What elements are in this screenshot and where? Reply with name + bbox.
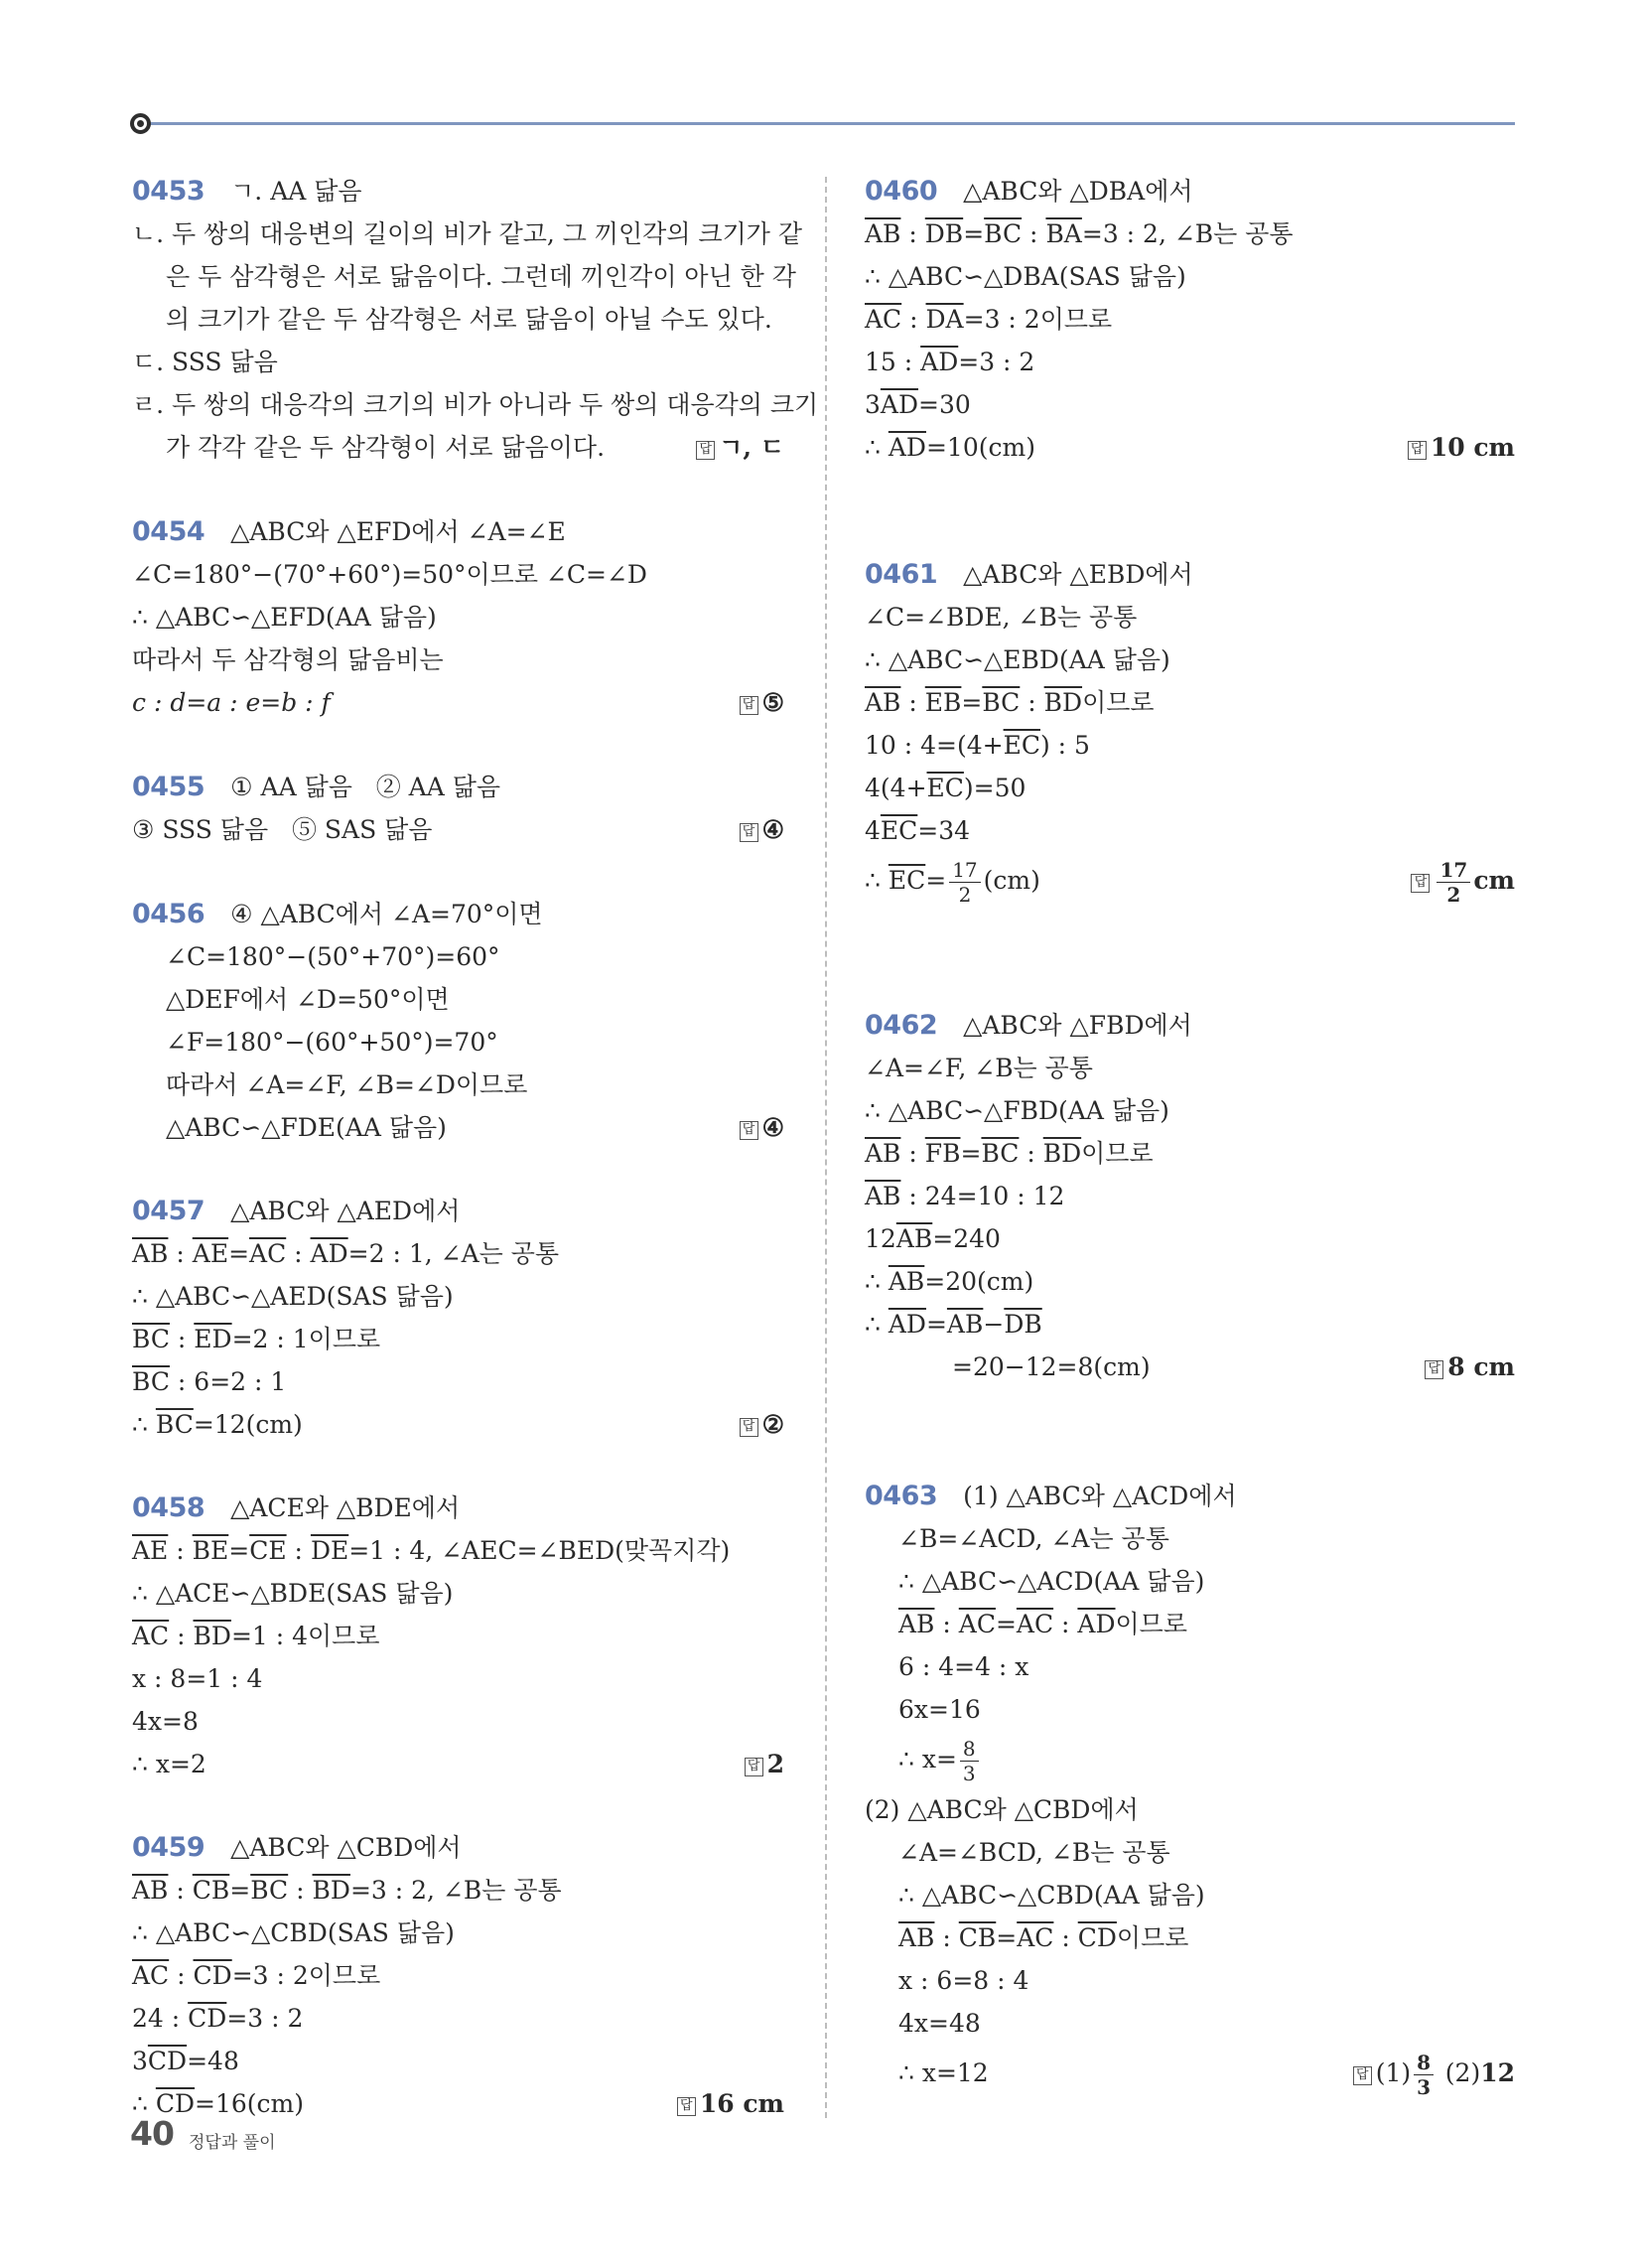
answer-value: ㄱ, ㄷ — [719, 433, 784, 462]
solution-line: $3\overline{CD}=48$ — [132, 2047, 239, 2075]
problem-number: 0462 — [865, 1010, 938, 1041]
answer — [740, 1403, 784, 1446]
solution-line: 가 각각 같은 두 삼각형이 서로 닮음이다. — [166, 433, 606, 462]
solution-line: ∴ x=2 — [132, 1750, 206, 1778]
solution-line: ∴ x=12 — [898, 2058, 989, 2087]
solution-line: 10 : $4=(4+\overline{EC})$ : 5 — [865, 731, 1090, 760]
solution-line: $\overline{AB}$ : $\overline{CB}=\overline{BC}$ : $\overline{BD}=3$ : 2, ∠B는 공통 — [132, 1876, 562, 1905]
solution-line: 의 크기가 같은 두 삼각형은 서로 닮음이 아닐 수도 있다. — [166, 305, 772, 334]
problem-number: 0453 — [132, 176, 205, 207]
solution-line: ∴ △ACE∽△BDE(SAS 닮음) — [132, 1579, 454, 1608]
solution-line: 따라서 두 삼각형의 닮음비는 — [132, 645, 444, 674]
top-rule — [145, 122, 1515, 125]
column-divider — [825, 177, 827, 2118]
answer-value: 8 cm — [1447, 1352, 1515, 1381]
solution-line: 6x=16 — [898, 1695, 981, 1724]
problem-number: 0457 — [132, 1196, 205, 1226]
solution-line: △ABC∽△FDE(AA 닮음) — [166, 1113, 447, 1142]
solution-line: $12\overline{AB}=240$ — [865, 1224, 1001, 1253]
answer — [1408, 426, 1515, 469]
solution-line: 따라서 ∠A=∠F, ∠B=∠D이므로 — [166, 1070, 528, 1099]
problem-0463 — [865, 1475, 1515, 2102]
problem-number: 0460 — [865, 176, 938, 207]
problem-number: 0461 — [865, 559, 938, 590]
problem-0459 — [132, 1826, 784, 2125]
answer — [740, 808, 784, 851]
solution-line: x : 8=1 : 4 — [132, 1664, 263, 1693]
solution-line: (2) △ABC와 △CBD에서 — [865, 1795, 1139, 1824]
answer-value: ④ — [761, 1113, 784, 1142]
answer-mark-icon: 답 — [745, 1758, 763, 1776]
solution-line: 은 두 삼각형은 서로 닮음이다. 그런데 끼인각이 아닌 한 각 — [166, 262, 796, 291]
problem-0461 — [865, 553, 1515, 910]
solution-line: $\overline{AC}$ : $\overline{DA}=3$ : 2이므로 — [865, 305, 1113, 334]
solution-line: ∴ △ABC∽△FBD(AA 닮음) — [865, 1096, 1169, 1125]
problem-number: 0455 — [132, 772, 205, 802]
answer: 답 (1) $\frac{8}{3}$ (2)12 — [1353, 2045, 1515, 2102]
fraction: $\frac{8}{3}$ — [960, 1739, 979, 1783]
solution-line: ∴ △ABC∽△EFD(AA 닮음) — [132, 603, 437, 632]
answer-mark-icon: 답 — [1425, 1360, 1443, 1379]
answer-mark-icon: 답 — [1408, 441, 1427, 460]
solution-line: 15 : $\overline{AD}=3$ : 2 — [865, 348, 1035, 376]
solution-line: c : d=a : e=b : f — [132, 688, 331, 717]
solution-line: ㄱ. AA 닮음 — [230, 177, 362, 206]
answer-mark-icon: 답 — [740, 1418, 758, 1437]
solution-line: ∴ △ABC∽△DBA(SAS 닮음) — [865, 262, 1186, 291]
solution-line: ∴ $\overline{AD}=\overline{AB}-\overline{DB}$ — [865, 1310, 1042, 1339]
answer-value: ④ — [761, 815, 784, 844]
page-number: 40 — [130, 2114, 174, 2153]
answer-value: cm — [1473, 866, 1515, 895]
problem-0456 — [132, 893, 784, 1149]
solution-line: ∴ △ABC∽△CBD(SAS 닮음) — [132, 1918, 455, 1947]
solution-line: ∠B=∠ACD, ∠A는 공통 — [898, 1524, 1169, 1553]
problem-0457 — [132, 1190, 784, 1446]
problem-0453 — [132, 170, 819, 469]
solution-line: ∠C=180°−(70°+60°)=50°이므로 ∠C=∠D — [132, 560, 647, 589]
answer-mark-icon: 답 — [740, 823, 758, 842]
problem-0455 — [132, 766, 784, 851]
answer — [696, 426, 784, 469]
solution-line: ∴ $\overline{BC}=12(cm)$ 답 ② — [132, 1403, 784, 1446]
answer-value: 10 cm — [1430, 433, 1515, 462]
solution-line: ㄷ. SSS 닮음 — [132, 348, 278, 376]
solution-line: 6 : 4=4 : x — [898, 1652, 1029, 1681]
footer-label: 정답과 풀이 — [189, 2133, 276, 2153]
solution-line: $\overline{AB}$ : 24=10 : 12 — [865, 1182, 1065, 1210]
solution-line: ① AA 닮음 ② AA 닮음 — [230, 773, 501, 801]
solution-line: △ABC와 △DBA에서 — [963, 177, 1193, 206]
solution-line: △ABC와 △FBD에서 — [963, 1011, 1192, 1040]
top-rule-bullet — [130, 113, 151, 134]
answer-value: 12 — [1480, 2058, 1515, 2087]
solution-line: $\overline{BC}$ : 6=2 : 1 — [132, 1367, 287, 1396]
solution-line: ④ △ABC에서 ∠A=70°이면 — [230, 900, 543, 928]
problem-number: 0458 — [132, 1492, 205, 1523]
answer-value: ② — [761, 1410, 784, 1439]
answer — [740, 681, 784, 724]
fraction: $\frac{17}{2}$ — [949, 860, 980, 905]
problem-number: 0456 — [132, 899, 205, 929]
solution-line: ∠A=∠BCD, ∠B는 공통 — [898, 1838, 1170, 1867]
solution-line: $\overline{AE}$ : $\overline{BE}=\overline{CE}$ : $\overline{DE}=1$ : 4, ∠AEC=∠BED(맞꼭지각) — [132, 1536, 731, 1565]
solution-line: (1) △ABC와 △ACD에서 — [963, 1482, 1237, 1510]
problem-0454 — [132, 510, 784, 724]
solution-line: △ABC와 △AED에서 — [230, 1197, 461, 1225]
solution-line: ∴ x= $\frac{8}{3}$ — [865, 1731, 1515, 1788]
fraction: $\frac{17}{2}$ — [1437, 860, 1470, 905]
solution-line: 24 : $\overline{CD}=3$ : 2 — [132, 2004, 304, 2033]
problem-0458 — [132, 1487, 784, 1785]
fraction: $\frac{8}{3}$ — [1414, 2053, 1434, 2097]
solution-line: $\overline{AC}$ : $\overline{CD}=3$ : 2이므로 — [132, 1961, 381, 1990]
problem-number: 0463 — [865, 1481, 938, 1511]
answer-value: ⑤ — [761, 688, 784, 717]
answer — [677, 2082, 784, 2125]
solution-line: ∴ $\overline{CD}=16(cm)$ 답 16 cm — [132, 2082, 784, 2125]
solution-line: $\overline{BC}$ : $\overline{ED}=2$ : 1이므로 — [132, 1325, 381, 1353]
solution-line: ∴ △ABC∽△AED(SAS 닮음) — [132, 1282, 454, 1311]
solution-line: $4(4+\overline{EC})=50$ — [865, 774, 1026, 802]
solution-line: $3\overline{AD}=30$ — [865, 390, 971, 419]
answer-mark-icon: 답 — [677, 2097, 696, 2116]
solution-line: x : 6=8 : 4 — [898, 1966, 1029, 1995]
solution-line: △ABC와 △EBD에서 — [963, 560, 1193, 589]
problem-number: 0454 — [132, 516, 205, 547]
solution-line: $\overline{AB}$ : $\overline{CB}=\overline{AC}$ : $\overline{CD}$이므로 — [898, 1923, 1189, 1952]
solution-line: 4x=48 — [898, 2009, 981, 2038]
solution-line: ㄹ. 두 쌍의 대응각의 크기의 비가 아니라 두 쌍의 대응각의 크기 — [132, 390, 819, 419]
solution-line: ③ SSS 닮음 ⑤ SAS 닮음 — [132, 815, 433, 844]
problem-0462 — [865, 1004, 1515, 1388]
solution-line: ∠C=180°−(50°+70°)=60° — [166, 942, 500, 971]
answer — [1425, 1346, 1515, 1388]
problem-number: 0459 — [132, 1832, 205, 1863]
problem-0460 — [865, 170, 1515, 469]
solution-line: △ABC와 △EFD에서 ∠A=∠E — [230, 517, 566, 546]
answer-mark-icon: 답 — [1411, 874, 1430, 893]
solution-line: $\overline{AB}$ : $\overline{DB}=\overline{BC}$ : $\overline{BA}=3$ : 2, ∠B는 공통 — [865, 219, 1294, 248]
answer — [1411, 852, 1515, 910]
solution-line: 4x=8 — [132, 1707, 199, 1736]
solution-line: $\overline{AB}$ : $\overline{AE}=\overline{AC}$ : $\overline{AD}=2$ : 1, ∠A는 공통 — [132, 1239, 560, 1268]
solution-line: ∴ $\overline{EC}=$ $\frac{17}{2}$ (cm) 답 $\frac{17}{2}$ cm — [865, 852, 1515, 910]
answer-mark-icon: 답 — [740, 1121, 758, 1140]
solution-line: ∠F=180°−(60°+50°)=70° — [166, 1028, 498, 1057]
solution-line: $4\overline{EC}=34$ — [865, 816, 971, 845]
solution-line: $\overline{AB}$ : $\overline{AC}=\overline{AC}$ : $\overline{AD}$이므로 — [898, 1610, 1187, 1638]
solution-line: △ABC와 △CBD에서 — [230, 1833, 462, 1862]
solution-line: ∴ △ABC∽△EBD(AA 닮음) — [865, 645, 1170, 674]
answer-value: 2 — [766, 1750, 784, 1778]
answer-mark-icon: 답 — [696, 441, 715, 460]
solution-line: ∴ △ABC∽△ACD(AA 닮음) — [898, 1567, 1205, 1596]
answer — [745, 1743, 784, 1785]
solution-line: ㄴ. 두 쌍의 대응변의 길이의 비가 같고, 그 끼인각의 크기가 같 — [132, 219, 802, 248]
answer — [740, 1106, 784, 1149]
solution-line: ∠A=∠F, ∠B는 공통 — [865, 1054, 1093, 1082]
answer-value: 16 cm — [699, 2089, 784, 2118]
solution-line: =20−12=8(cm) — [952, 1352, 1151, 1381]
solution-line: ∴ $\overline{AD}=10(cm)$ 답 10 cm — [865, 426, 1515, 469]
solution-line: ∴ $\overline{AB}=20(cm)$ — [865, 1267, 1034, 1296]
solution-line: $\overline{AC}$ : $\overline{BD}=1$ : 4이므로 — [132, 1622, 380, 1650]
answer-mark-icon: 답 — [1353, 2066, 1372, 2085]
solution-line: ∠C=∠BDE, ∠B는 공통 — [865, 603, 1138, 632]
solution-line: $\overline{AB}$ : $\overline{EB}=\overline{BC}$ : $\overline{BD}$이므로 — [865, 688, 1155, 717]
solution-line: ∴ △ABC∽△CBD(AA 닮음) — [898, 1881, 1205, 1910]
solution-line: $\overline{AB}$ : $\overline{FB}=\overline{BC}$ : $\overline{BD}$이므로 — [865, 1139, 1154, 1168]
answer-mark-icon: 답 — [740, 696, 758, 715]
solution-line: △DEF에서 ∠D=50°이면 — [166, 985, 450, 1014]
solution-line: △ACE와 △BDE에서 — [230, 1493, 461, 1522]
